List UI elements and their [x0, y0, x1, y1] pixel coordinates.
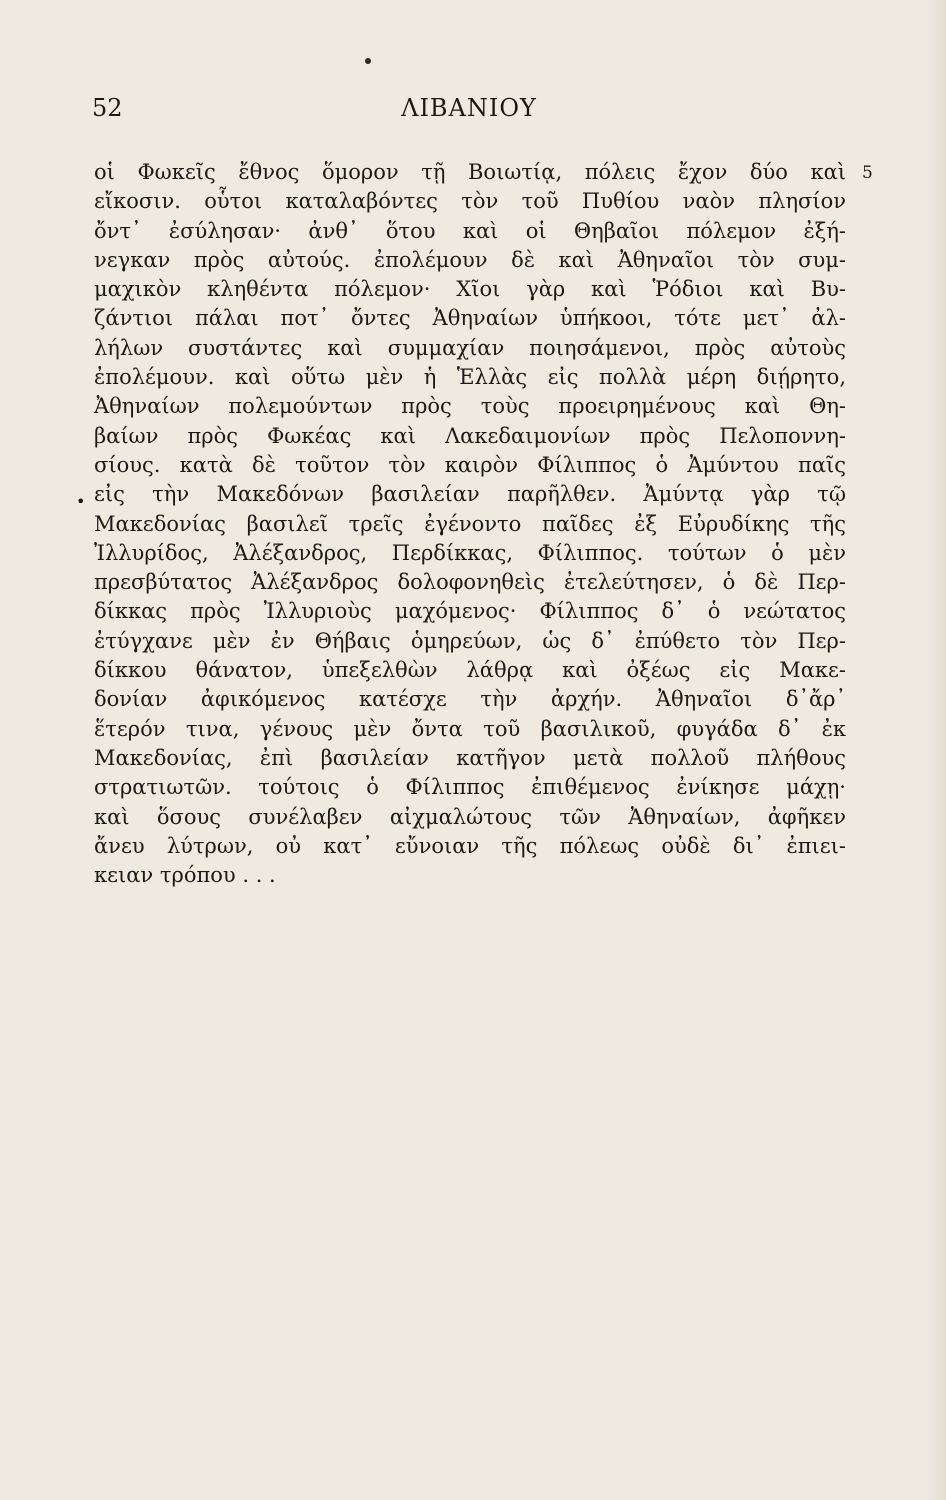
- text-line: καὶ ὅσους συνέλαβεν αἰχμαλώτους τῶν Ἀθηναίων, ἀφῆκεν: [94, 804, 846, 829]
- text-line: νεγκαν πρὸς αὐτούς. ἐπολέμουν δὲ καὶ Ἀθηναῖοι τὸν συμ-: [94, 247, 846, 272]
- margin-bullet: •: [76, 492, 86, 511]
- text-line: Ἀθηναίων πολεμούντων πρὸς τοὺς προειρημένους καὶ Θη-: [94, 394, 846, 419]
- running-head: ΛΙΒΑΝΙΟΥ: [401, 94, 537, 122]
- text-line: σίους. κατὰ δὲ τοῦτον τὸν καιρὸν Φίλιππος ὁ Ἀμύντου παῖς: [94, 452, 846, 477]
- page-header: [92, 92, 846, 124]
- text-line: μαχικὸν κληθέντα πόλεμον· Χῖοι γὰρ καὶ Ῥόδιοι καὶ Βυ-: [94, 277, 846, 302]
- text-line: Μακεδονίας, ἐπὶ βασιλείαν κατῆγον μετὰ πολλοῦ πλήθους: [94, 745, 846, 770]
- text-line: ὄντ᾽ ἐσύλησαν· ἀνθ᾽ ὅτου καὶ οἱ Θηβαῖοι πόλεμον ἐξή-: [94, 218, 846, 243]
- body-text: [94, 158, 846, 890]
- page-edge-shadow: [926, 0, 946, 1500]
- text-line: ἕτερόν τινα, γένους μὲν ὄντα τοῦ βασιλικοῦ, φυγάδα δ᾽ ἐκ: [94, 716, 846, 741]
- page-number: 52: [92, 94, 123, 122]
- text-line: Μακεδονίας βασιλεῖ τρεῖς ἐγένοντο παῖδες ἐξ Εὐρυδίκης τῆς: [94, 511, 846, 536]
- text-line: ἐπολέμουν. καὶ οὕτω μὲν ἡ Ἑλλὰς εἰς πολλὰ μέρη διῄρητο,: [94, 365, 846, 390]
- text-line: στρατιωτῶν. τούτοις ὁ Φίλιππος ἐπιθέμενος ἐνίκησε μάχῃ·: [94, 775, 846, 800]
- text-line: βαίων πρὸς Φωκέας καὶ Λακεδαιμονίων πρὸς Πελοποννη-: [94, 423, 846, 448]
- text-line: εἴκοσιν. οὗτοι καταλαβόντες τὸν τοῦ Πυθίου ναὸν πλησίον: [94, 189, 846, 214]
- text-line: εἰς τὴν Μακεδόνων βασιλείαν παρῆλθεν. Ἀμύντᾳ γὰρ τῷ: [94, 482, 846, 507]
- margin-line-number: 5: [862, 163, 873, 183]
- text-line: πρεσβύτατος Ἀλέξανδρος δολοφονηθεὶς ἐτελεύτησεν, ὁ δὲ Περ-: [94, 570, 846, 595]
- text-line: κειαν τρόπου . . .: [94, 863, 276, 888]
- text-line: ζάντιοι πάλαι ποτ᾽ ὄντες Ἀθηναίων ὑπήκοοι, τότε μετ᾽ ἀλ-: [94, 306, 846, 331]
- text-line: ἄνευ λύτρων, οὐ κατ᾽ εὔνοιαν τῆς πόλεως οὐδὲ δι᾽ ἐπιει-: [94, 833, 846, 858]
- text-line: Ἰλλυρίδος, Ἀλέξανδρος, Περδίκκας, Φίλιππος. τούτων ὁ μὲν: [94, 540, 846, 565]
- text-line: ἐτύγχανε μὲν ἐν Θήβαις ὁμηρεύων, ὡς δ᾽ ἐπύθετο τὸν Περ-: [94, 628, 846, 653]
- text-line: δίκκου θάνατον, ὑπεξελθὼν λάθρᾳ καὶ ὀξέως εἰς Μακε-: [94, 658, 846, 683]
- text-line: λήλων συστάντες καὶ συμμαχίαν ποιησάμενοι, πρὸς αὐτοὺς: [94, 335, 846, 360]
- ink-speck: [365, 58, 371, 64]
- text-line: οἱ Φωκεῖς ἔθνος ὅμορον τῇ Βοιωτίᾳ, πόλεις ἔχον δύο καὶ: [94, 160, 846, 184]
- text-line: δίκκας πρὸς Ἰλλυριοὺς μαχόμενος· Φίλιππος δ᾽ ὁ νεώτατος: [94, 599, 846, 624]
- text-line: δονίαν ἀφικόμενος κατέσχε τὴν ἀρχήν. Ἀθηναῖοι δ᾽ἄρ᾽: [94, 687, 846, 712]
